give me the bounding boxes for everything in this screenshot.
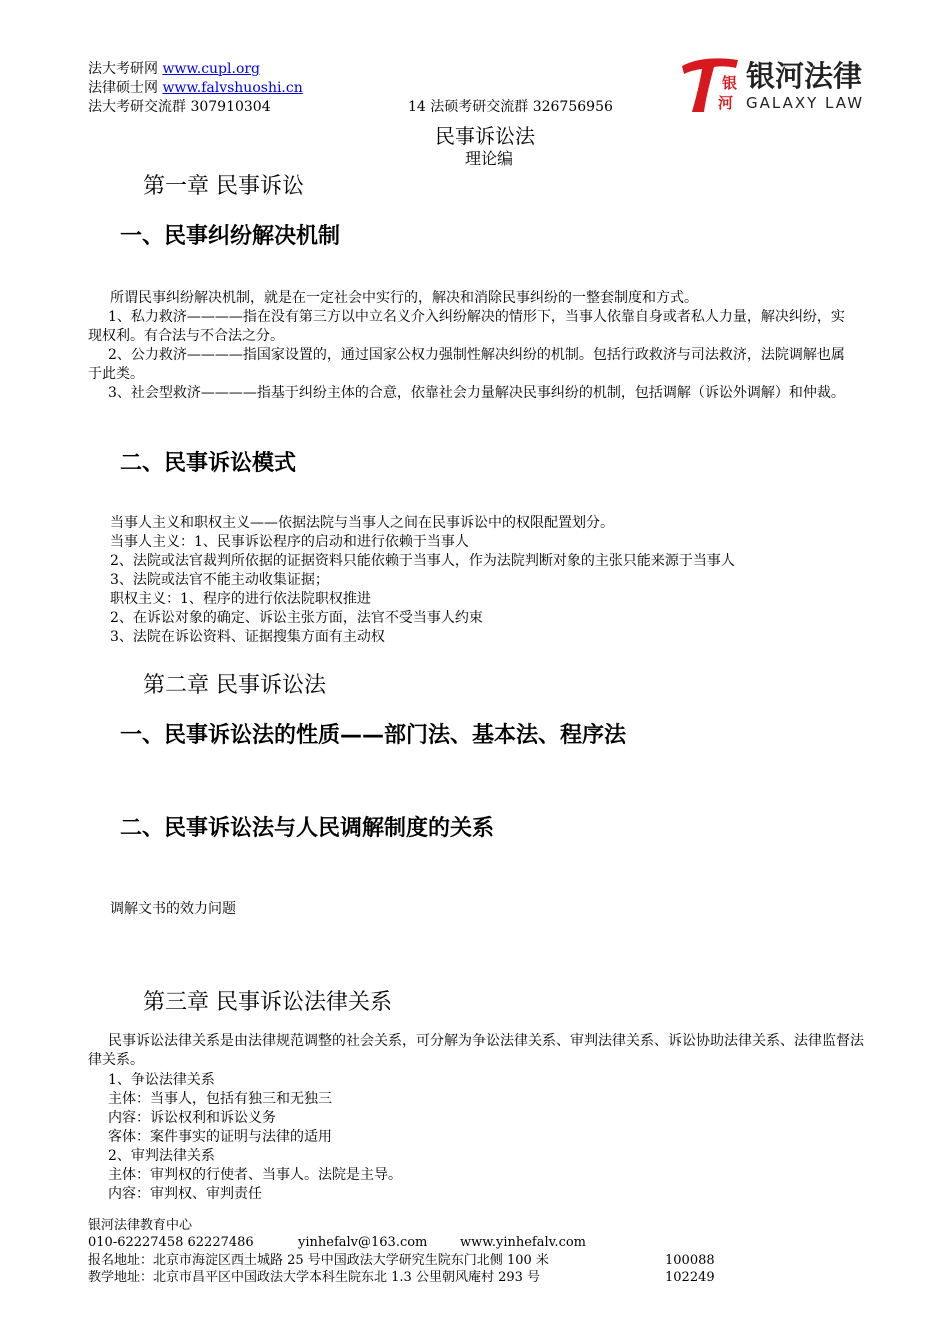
chapter-3-title: 第三章 民事诉讼法律关系	[143, 990, 392, 1015]
header-label-2: 法律硕士网	[88, 80, 163, 96]
ch3-line: 客体：案件事实的证明与法律的适用	[108, 1129, 332, 1145]
logo-text-cn: 银河法律	[746, 59, 863, 93]
header-line-1	[88, 60, 260, 78]
ch1-s1-paragraph-4: 3、社会型救济————指基于纠纷主体的合意，依靠社会力量解决民事纠纷的机制，包括调解（诉讼外调解）和仲裁。	[108, 385, 845, 401]
document-subtitle: 理论编	[464, 149, 513, 168]
ch1-s2-line: 当事人主义和职权主义——依据法院与当事人之间在民事诉讼中的权限配置划分。	[110, 515, 614, 531]
ch1-s2-line: 3、法院或法官不能主动收集证据；	[110, 572, 329, 588]
logo-text-en: GALAXY LAW	[746, 94, 865, 112]
footer-address-1: 报名地址：北京市海淀区西土城路 25 号中国政法大学研究生院东门北侧 100 米	[88, 1253, 549, 1268]
header-line-2	[88, 79, 303, 97]
logo-mark-icon	[680, 52, 870, 116]
logo-mark-bottom: 河	[718, 94, 734, 112]
footer-org: 银河法律教育中心	[88, 1218, 193, 1233]
ch3-line: 2、审判法律关系	[108, 1148, 215, 1164]
document-title: 民事诉讼法	[435, 124, 535, 148]
ch2-s2-text: 调解文书的效力问题	[110, 901, 236, 917]
ch1-section-1-title: 一、民事纠纷解决机制	[120, 224, 341, 249]
ch3-line: 主体：当事人，包括有独三和无独三	[108, 1091, 332, 1107]
ch3-line: 主体：审判权的行使者、当事人。法院是主导。	[108, 1167, 402, 1183]
ch2-section-2-title: 二、民事诉讼法与人民调解制度的关系	[120, 816, 495, 841]
ch1-section-2-title: 二、民事诉讼模式	[120, 451, 297, 476]
header-group-1: 法大考研交流群 307910304	[88, 99, 271, 115]
ch1-s1-paragraph-2: 1、私力救济————指在没有第三方以中立名义介入纠纷解决的情形下，当事人依靠自身或者私人力量，解决纠纷，实现权利。有合法与不合法之分。	[88, 309, 845, 344]
header-label-1: 法大考研网	[88, 61, 163, 77]
ch1-s1-paragraph-1: 所谓民事纠纷解决机制，就是在一定社会中实行的，解决和消除民事纠纷的一整套制度和方式。	[110, 290, 698, 306]
ch3-line: 内容：诉讼权利和诉讼义务	[108, 1110, 276, 1126]
ch1-s2-line: 3、法院在诉讼资料、证据搜集方面有主动权	[110, 629, 385, 645]
logo-mark-top: 银	[722, 74, 738, 92]
cupl-link[interactable]: www.cupl.org	[162, 61, 261, 77]
ch1-s2-line: 当事人主义：1、民事诉讼程序的启动和进行依赖于当事人	[110, 534, 469, 550]
ch3-paragraph-1: 民事诉讼法律关系是由法律规范调整的社会关系，可分解为争讼法律关系、审判法律关系、诉讼协助法律关系、法律监督法律关系。	[88, 1033, 864, 1068]
footer-zip-2: 102249	[665, 1270, 715, 1285]
ch3-line: 内容：审判权、审判责任	[108, 1186, 262, 1202]
ch2-section-1-title: 一、民事诉讼法的性质——部门法、基本法、程序法	[120, 723, 627, 748]
ch1-s1-paragraph-3: 2、公力救济————指国家设置的，通过国家公权力强制性解决纠纷的机制。包括行政救济与司法救济，法院调解也属于此类。	[88, 347, 845, 382]
ch1-s2-line: 2、在诉讼对象的确定、诉讼主张方面，法官不受当事人约束	[110, 610, 483, 626]
ch1-s2-line: 2、法院或法官裁判所依据的证据资料只能依赖于当事人，作为法院判断对象的主张只能来源于当事人	[110, 553, 735, 569]
chapter-1-title: 第一章 民事诉讼	[143, 174, 304, 199]
ch3-line: 1、争讼法律关系	[108, 1072, 215, 1088]
footer-address-2: 教学地址：北京市昌平区中国政法大学本科生院东北 1.3 公里朝风庵村 293 号	[88, 1270, 541, 1285]
falvshuoshi-link[interactable]: www.falvshuoshi.cn	[162, 80, 303, 96]
header-group-2: 14 法硕考研交流群 326756956	[408, 99, 613, 115]
footer-email: yinhefalv@163.com	[298, 1235, 428, 1250]
chapter-2-title: 第二章 民事诉讼法	[143, 673, 326, 698]
footer-phone: 010-62227458 62227486	[88, 1235, 254, 1250]
footer-website: www.yinhefalv.com	[460, 1235, 587, 1250]
galaxy-law-logo	[680, 52, 870, 116]
ch1-s2-line: 职权主义：1、程序的进行依法院职权推进	[110, 591, 371, 607]
footer-zip-1: 100088	[665, 1253, 715, 1268]
